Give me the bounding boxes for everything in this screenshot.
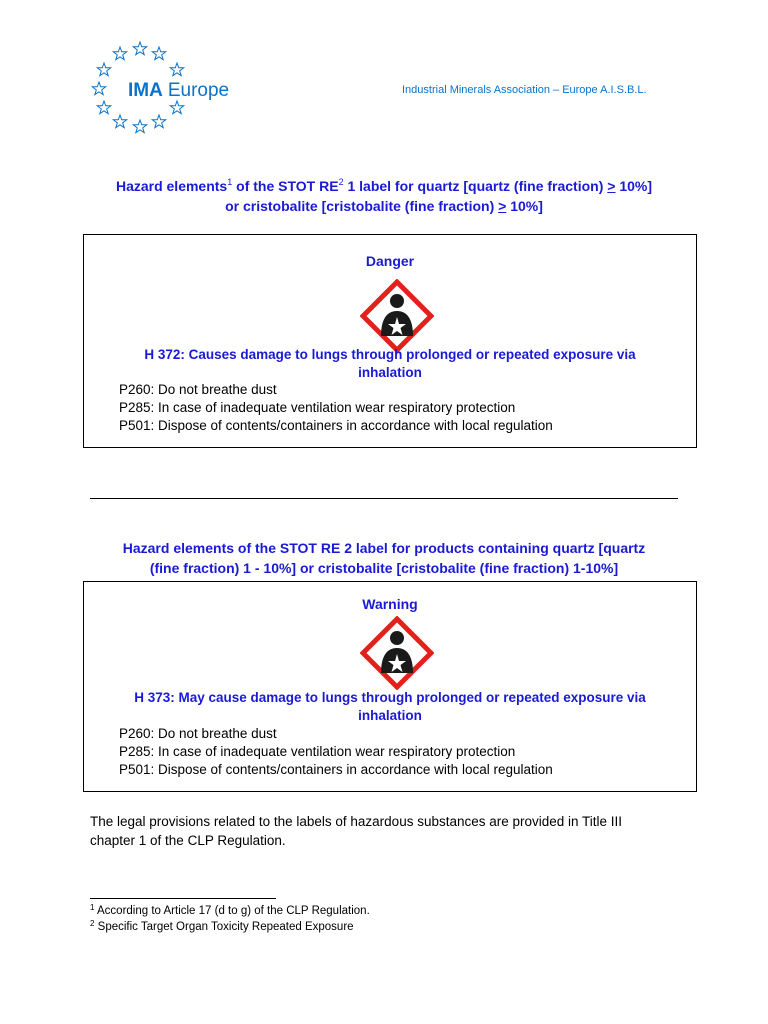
precaution-p285: P285: In case of inadequate ventilation wear respiratory protection: [119, 400, 516, 415]
section1-title-line2: or cristobalite [cristobalite (fine fraction) > 10%]: [225, 198, 543, 214]
precaution-p501: P501: Dispose of contents/containers in accordance with local regulation: [119, 762, 553, 777]
star-ring-icon: [88, 40, 258, 136]
danger-label-box: [83, 234, 697, 448]
legal-provisions-paragraph: The legal provisions related to the labels of hazardous substances are provided in Title III chapter 1 of the CLP Regulation.: [90, 814, 623, 848]
organization-name: Industrial Minerals Association – Europe A.I.S.B.L.: [402, 84, 647, 96]
section2-title: [70, 538, 698, 578]
precautionary-statements-2: [119, 725, 553, 779]
section-divider: [90, 498, 678, 499]
footnote-2: $^2$ Specific Target Organ Toxicity Repeated Exposure: [90, 919, 354, 933]
health-hazard-icon: [360, 279, 434, 353]
section1-title: [70, 176, 698, 216]
section2-title-line1: Hazard elements of the STOT RE 2 label for products containing quartz [quartz: [122, 540, 646, 556]
footnote-ref-1: 1: [227, 177, 233, 187]
footnote-separator: [90, 898, 276, 899]
signal-word-warning: Warning: [362, 596, 418, 612]
footnote-1: $^1$ According to Article 17 (d to g) of the CLP Regulation.: [90, 903, 370, 917]
precaution-p285: P285: In case of inadequate ventilation wear respiratory protection: [119, 744, 516, 759]
section1-title-line1: Hazard elements$^1$ of the STOT $RE^2$ 1 label for quartz [quartz (fine fraction) > 10%]: [115, 177, 653, 194]
svg-text:IMAEurope: IMA Europe: [128, 80, 230, 101]
precaution-p501: P501: Dispose of contents/containers in accordance with local regulation: [119, 418, 553, 433]
section2-title-line2: (fine fraction) 1 - 10%] or cristobalite [cristobalite (fine fraction) 1-10%]: [149, 560, 619, 576]
signal-word-danger: Danger: [365, 253, 415, 269]
ima-europe-logo: [88, 40, 258, 136]
health-hazard-icon: [360, 616, 434, 690]
precaution-p260: P260: Do not breathe dust: [119, 726, 277, 741]
hazard-statement-h372: H 372: Causes damage to lungs through prolonged or repeated exposure via inhalation: [144, 347, 636, 380]
footnotes: [90, 903, 370, 935]
precautionary-statements-1: [119, 381, 553, 435]
hazard-statement-h373: H 373: May cause damage to lungs through prolonged or repeated exposure via inhalation: [134, 690, 646, 723]
warning-label-box: [83, 581, 697, 792]
footnote-ref-2: 2: [338, 177, 344, 187]
precaution-p260: P260: Do not breathe dust: [119, 382, 277, 397]
